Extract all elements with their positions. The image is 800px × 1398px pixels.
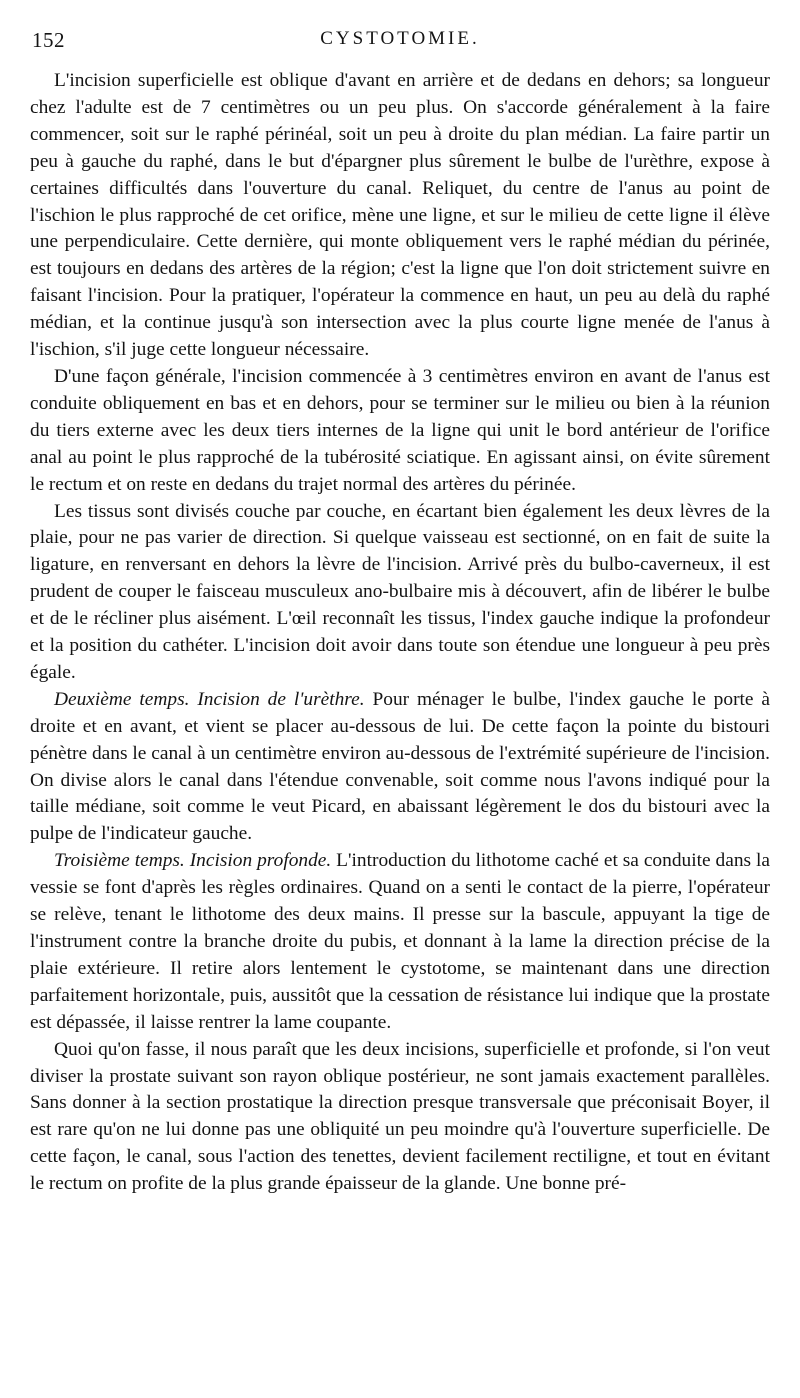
page-header	[30, 28, 770, 54]
running-title: CYSTOTOMIE.	[320, 28, 480, 49]
book-page	[30, 28, 770, 1378]
paragraph-facon-generale: D'une façon générale, l'incision commencée à 3 centimètres environ en avant de l'anus est conduite obliquement en bas et en dehors, pour se terminer sur le milieu ou bien à la réunion du tiers externe avec les deux tiers internes de la ligne qui unit le bord antérieur de l'orifice anal au point le plus rapproché de la tubérosité sciatique. En agissant ainsi, on évite sûrement le rectum et on reste en dedans du trajet normal des artères du périnée.	[30, 365, 770, 495]
paragraph-deuxieme-temps	[30, 687, 770, 848]
paragraph-text: Pour ménager le bulbe, l'index gauche le porte à droite et en avant, et vient se placer au-dessous de lui. De cette façon la pointe du bistouri pénètre dans le canal à un centimètre environ au-dessous de l'extrémité supérieure de l'incision. On divise alors le canal dans l'étendue convenable, soit comme nous l'avons indiqué pour la taille médiane, soit comme le veut Picard, en abaissant légèrement le dos du bistouri avec la pulpe de l'indicateur gauche.	[30, 688, 770, 845]
paragraph-tissus-divises: Les tissus sont divisés couche par couche, en écartant bien également les deux lèvres de la plaie, pour ne pas varier de direction. Si quelque vaisseau est sectionné, on en fait de suite la ligature, en renversant en dehors la lèvre de l'incision. Arrivé près du bulbo-caverneux, il est prudent de couper le faisceau musculeux ano-bulbaire mis à découvert, afin de libérer le bulbe et de le récliner plus aisément. L'œil reconnaît les tissus, l'index gauche indique la profondeur et la position du cathéter. L'incision doit avoir dans toute son étendue une longueur à peu près égale.	[30, 500, 770, 683]
body-text	[30, 68, 770, 1198]
section-heading-deuxieme-temps: Deuxième temps. Incision de l'urèthre.	[54, 688, 365, 710]
paragraph-text: L'introduction du lithotome caché et sa conduite dans la vessie se font d'après les règles ordinaires. Quand on a senti le contact de la pierre, l'opérateur se relève, tenant le lithotome des deux mains. Il presse sur la bascule, appuyant la tige de l'instrument contre la branche droite du pubis, et donnant à la lame la direction précise de la plaie extérieure. Il retire alors lentement le cystotome, se maintenant dans une direction parfaitement horizontale, puis, aussitôt que la cessation de résistance lui indique que la prostate est dépassée, il laisse rentrer la lame coupante.	[30, 850, 770, 1033]
paragraph-troisieme-temps	[30, 848, 770, 1036]
paragraph-incision-superficielle: L'incision superficielle est oblique d'avant en arrière et de dedans en dehors; sa longueur chez l'adulte est de 7 centimètres ou un peu plus. On s'accorde généralement à la faire commencer, soit sur le raphé périnéal, soit un peu à droite du plan médian. La faire partir un peu à gauche du raphé, dans le but d'épargner plus sûrement le bulbe de l'urèthre, expose à certaines difficultés dans l'ouverture du canal. Reliquet, du centre de l'anus au point de l'ischion le plus rapproché de cet orifice, mène une ligne, et sur le milieu de cette ligne il élève une perpendiculaire. Cette dernière, qui monte obliquement vers le raphé médian du périnée, est toujours en dedans des artères de la région; c'est la ligne que l'on doit strictement suivre en faisant l'incision. Pour la pratiquer, l'opérateur la commence en haut, un peu au delà du raphé médian, et la continue jusqu'à son intersection avec la plus courte ligne menée de l'anus à l'ischion, s'il juge cette longueur nécessaire.	[30, 70, 770, 361]
page-number: 152	[32, 28, 65, 52]
paragraph-quoi-qu-on-fasse: Quoi qu'on fasse, il nous paraît que les deux incisions, superficielle et profonde, si l'on veut diviser la prostate suivant son rayon oblique postérieur, ne sont jamais exactement parallèles. Sans donner à la section prostatique la direction presque transversale que préconisait Boyer, il est rare qu'on ne lui donne pas une obliquité un peu moindre qu'à l'ouverture superficielle. De cette façon, le canal, sous l'action des tenettes, devient facilement rectiligne, et tout en évitant le rectum on profite de la plus grande épaisseur de la glande. Une bonne pré-	[30, 1038, 770, 1195]
section-heading-troisieme-temps: Troisième temps. Incision profonde.	[54, 850, 332, 872]
